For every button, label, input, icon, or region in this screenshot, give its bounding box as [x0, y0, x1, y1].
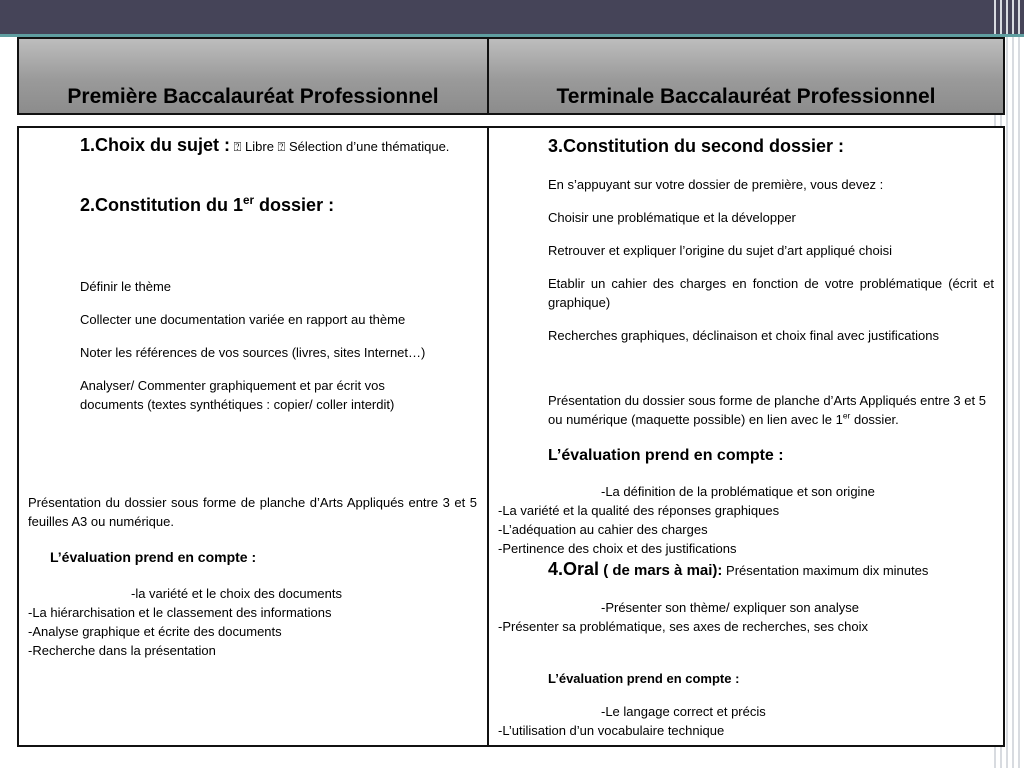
evaluation-title: L’évaluation prend en compte :: [548, 671, 740, 686]
list-item: Recherches graphiques, déclinaison et choix final avec justifications: [548, 328, 939, 343]
presentation-pre: Présentation du dossier sous forme de planche d’Arts Appliqués entre 3 et 5 ou numérique (maquette possible) en lien avec le 1: [548, 393, 986, 427]
section-constitution-2: 3.Constitution du second dossier :: [548, 136, 845, 156]
section-title-pre: 2.Constitution du 1: [80, 195, 243, 215]
presentation-text: [548, 391, 994, 429]
eval-item: -La variété et la qualité des réponses graphiques: [498, 503, 780, 518]
column-divider: [487, 128, 489, 745]
eval-item: -Analyse graphique et écrite des documents: [28, 624, 282, 639]
list-item: Noter les références de vos sources (livres, sites Internet…): [80, 345, 426, 360]
title-bar: [0, 0, 1024, 34]
section-oral: [548, 560, 928, 580]
oral-title: 4.Oral: [548, 559, 600, 579]
eval-item: -Pertinence des choix et des justifications: [498, 541, 737, 556]
eval-item: -Le langage correct et précis: [601, 704, 766, 719]
oral-item: -Présenter son thème/ expliquer son analyse: [601, 600, 859, 615]
eval-item: -La hiérarchisation et le classement des informations: [28, 605, 332, 620]
presentation-text: Présentation du dossier sous forme de planche d’Arts Appliqués entre 3 et 5 feuilles A3 ou numérique.: [28, 495, 477, 529]
list-item: Définir le thème: [80, 279, 172, 294]
list-item: Etablir un cahier des charges en fonction de votre problématique (écrit et graphique): [548, 276, 994, 310]
evaluation-title: L’évaluation prend en compte :: [50, 549, 257, 565]
oral-period: ( de mars à mai):: [599, 562, 723, 579]
oral-description: Présentation maximum dix minutes: [722, 563, 929, 578]
eval-item: -La définition de la problématique et son origine: [601, 484, 875, 499]
header-terminale: Terminale Baccalauréat Professionnel: [556, 85, 936, 108]
superscript: er: [242, 194, 255, 207]
oral-item: -Présenter sa problématique, ses axes de recherches, ses choix: [498, 619, 868, 634]
section-title: 1.Choix du sujet :: [80, 135, 231, 155]
presentation-post: dossier.: [850, 412, 899, 427]
header-premiere: Première Baccalauréat Professionnel: [67, 85, 439, 108]
eval-item: -Recherche dans la présentation: [28, 643, 216, 658]
table-header: [17, 37, 1005, 115]
section-options: ⍰ Libre ⍰ Sélection d’une thématique.: [230, 139, 450, 154]
superscript: er: [842, 410, 851, 421]
list-item: Retrouver et expliquer l’origine du sujet d’art appliqué choisi: [548, 243, 892, 258]
eval-item: -L’utilisation d’un vocabulaire technique: [498, 723, 725, 738]
section-choix-sujet: [80, 136, 477, 156]
evaluation-title: L’évaluation prend en compte :: [548, 447, 784, 464]
intro-text: En s’appuyant sur votre dossier de première, vous devez :: [548, 177, 884, 192]
eval-item: -la variété et le choix des documents: [131, 586, 342, 601]
section-title-post: dossier :: [254, 195, 335, 215]
list-item: Choisir une problématique et la développer: [548, 210, 796, 225]
eval-item: -L’adéquation au cahier des charges: [498, 522, 708, 537]
table-body: [17, 126, 1005, 747]
list-item: Collecter une documentation variée en rapport au thème: [80, 312, 406, 327]
list-item: Analyser/ Commenter graphiquement et par écrit vos documents (textes synthétiques : copier/ coller interdit): [80, 378, 395, 412]
section-constitution-1: [80, 196, 334, 215]
